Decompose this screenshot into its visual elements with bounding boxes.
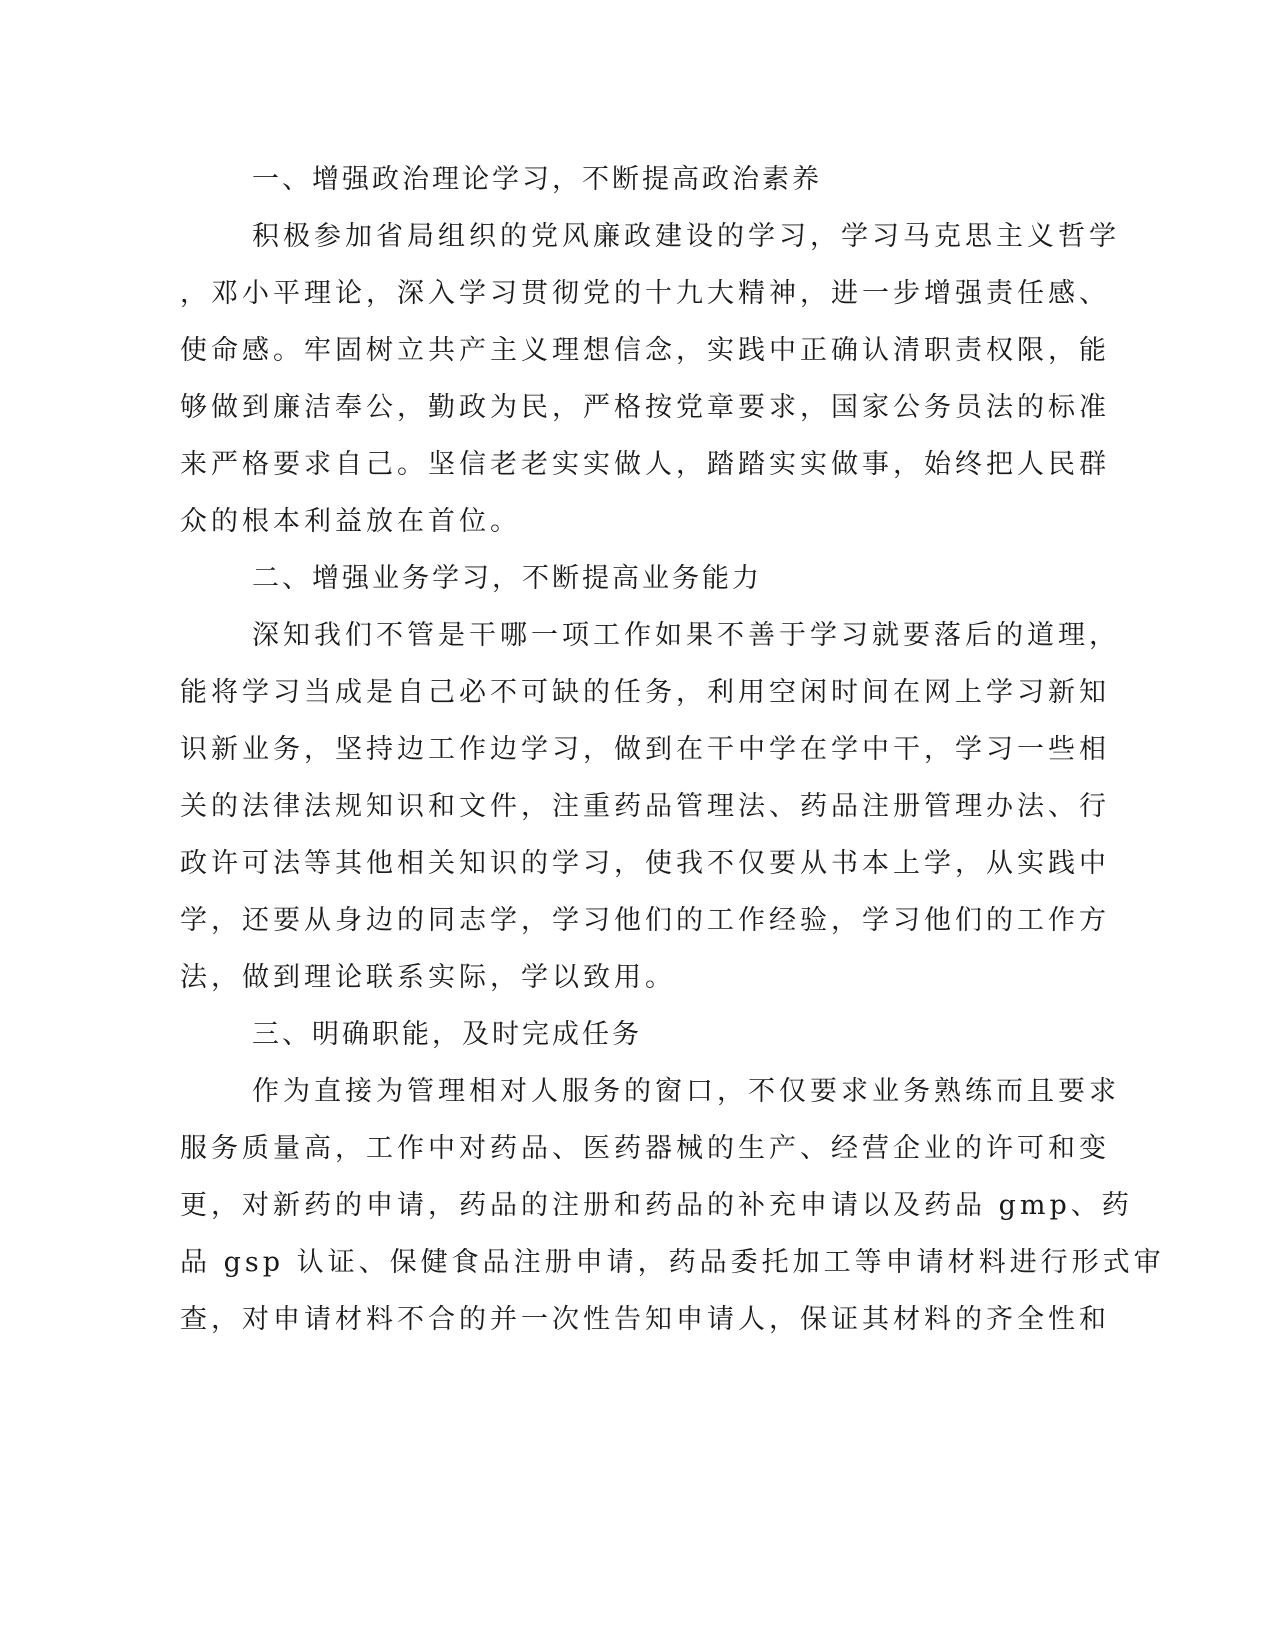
- section-1-line-6: 众的根本利益放在首位。: [180, 506, 521, 537]
- section-1-line-2: ，邓小平理论，深入学习贯彻党的十九大精神，进一步增强责任感、: [180, 278, 1110, 309]
- section-2-heading: 二、增强业务学习，不断提高业务能力: [252, 563, 762, 594]
- section-1-line-3: 使命感。牢固树立共产主义理想信念，实践中正确认清职责权限，能: [180, 335, 1110, 366]
- section-3-line-5: 查，对申请材料不合的并一次性告知申请人，保证其材料的齐全性和: [180, 1304, 1110, 1335]
- section-3-line-2: 服务质量高，工作中对药品、医药器械的生产、经营企业的许可和变: [180, 1133, 1110, 1164]
- section-2-line-7: 法，做到理论联系实际，学以致用。: [180, 962, 676, 993]
- section-1-heading: 一、增强政治理论学习，不断提高政治素养: [252, 164, 822, 195]
- section-3-line-4: 品 gsp 认证、保健食品注册申请，药品委托加工等申请材料进行形式审: [180, 1247, 1165, 1278]
- section-2-line-1: 深知我们不管是干哪一项工作如果不善于学习就要落后的道理，: [252, 620, 1120, 651]
- section-1-line-1: 积极参加省局组织的党风廉政建设的学习，学习马克思主义哲学: [252, 221, 1120, 252]
- section-3-heading: 三、明确职能，及时完成任务: [252, 1019, 642, 1050]
- section-2-line-4: 关的法律法规知识和文件，注重药品管理法、药品注册管理办法、行: [180, 791, 1110, 822]
- section-2-line-3: 识新业务，坚持边工作边学习，做到在干中学在学中干，学习一些相: [180, 734, 1110, 765]
- section-3-line-3: 更，对新药的申请，药品的注册和药品的补充申请以及药品 gmp、药: [180, 1190, 1133, 1221]
- section-1-line-5: 来严格要求自己。坚信老老实实做人，踏踏实实做事，始终把人民群: [180, 449, 1110, 480]
- section-2-line-5: 政许可法等其他相关知识的学习，使我不仅要从书本上学，从实践中: [180, 848, 1110, 879]
- section-1-line-4: 够做到廉洁奉公，勤政为民，严格按党章要求，国家公务员法的标准: [180, 392, 1110, 423]
- section-3-line-1: 作为直接为管理相对人服务的窗口，不仅要求业务熟练而且要求: [252, 1076, 1120, 1107]
- section-2-line-2: 能将学习当成是自己必不可缺的任务，利用空闲时间在网上学习新知: [180, 677, 1110, 708]
- section-2-line-6: 学，还要从身边的同志学，学习他们的工作经验，学习他们的工作方: [180, 905, 1110, 936]
